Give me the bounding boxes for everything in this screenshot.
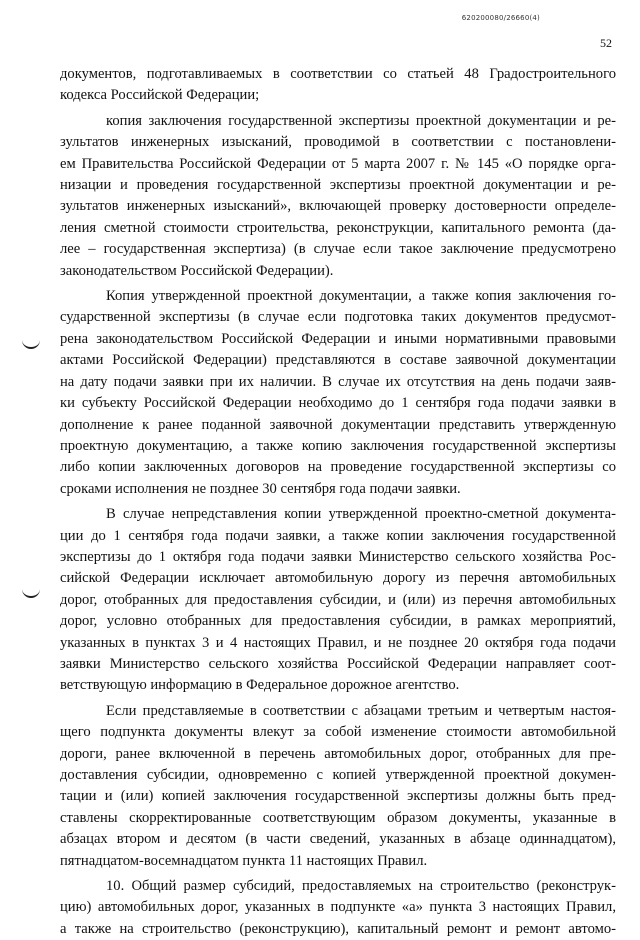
paragraph [60,876,616,940]
text-line: 10. Общий размер субсидий, предоставляемых на строительство (реконструк- [106,878,616,895]
text-line: дорог, условно отобранных для предоставления субсидии, в рамках мероприятий, [60,613,616,630]
paragraph [60,111,616,282]
margin-mark-2 [22,589,40,598]
document-id: 620200080/26660(4) [461,14,540,22]
text-line: рена законодательством Российской Федерации и иными нормативными правовыми [60,330,616,347]
text-line: сроками исполнения не позднее 30 сентября года подачи заявки. [60,480,461,497]
text-line: копия заключения государственной экспертизы проектной документации и ре- [106,112,616,129]
text-line: проектную документацию, а также копию заключения государственной экспертизы [60,437,616,454]
text-line: на дату подачи заявки при их наличии. В случае их отсутствия на день подачи заяв- [60,373,616,390]
text-line: дополнение к ранее поданной заявочной документации представить утвержденную [60,416,616,433]
text-line: лее – государственная экспертиза) (в случае если такое заключение предусмотрено [60,241,616,258]
page-body [60,64,616,940]
paragraph [60,64,616,107]
text-line: сударственной экспертизы (в случае если подготовка таких документов предусмот- [60,309,616,326]
paragraph [60,701,616,872]
text-line: ставлены скорректированные соответствующим образом документы, указанные в [60,809,616,826]
text-line: ции до 1 сентября года подачи заявки, а также копии заключения государственной [60,527,616,544]
text-line: указанных в пунктах 3 и 4 настоящих Правил, и не позднее 20 октября года подачи [60,634,616,651]
text-line: либо копии заключенных договоров на проведение государственной экспертизы со [60,459,616,476]
text-line: абзацах втором и десятом (в части сведений, указанных в абзаце одиннадцатом), [60,831,616,848]
text-line: ки субъекту Российской Федерации необходимо до 1 сентября года подачи заявки в [60,395,616,412]
text-line: дорог, отобранных для предоставления субсидии, и (или) из перечня автомобильных [60,591,616,608]
paragraph [60,286,616,500]
text-line: дороги, ранее включенной в перечень автомобильных дорог, отобранных для пре- [60,745,616,762]
text-line: законодательством Российской Федерации). [60,262,334,279]
text-line: Если представляемые в соответствии с абзацами третьим и четвертым настоя- [106,702,616,719]
text-line: а также на строительство (реконструкцию), капитальный ремонт и ремонт автомо- [60,920,616,937]
text-line: экспертизы до 1 октября года подачи заявки Министерство сельского хозяйства Рос- [60,548,616,565]
text-line: актами Российской Федерации) представляются в составе заявочной документации [60,352,616,369]
margin-mark-1 [22,340,40,349]
page-number: 52 [600,36,612,50]
text-line: низации и проведения государственной экспертизы проектной документации и ре- [60,177,616,194]
text-line: цию) автомобильных дорог, указанных в подпункте «а» пункта 3 настоящих Правил, [60,899,616,916]
text-line: ем Правительства Российской Федерации от 5 марта 2007 г. № 145 «О порядке орга- [60,155,616,172]
text-line: щего подпункта документы влекут за собой изменение стоимости автомобильной [60,724,616,741]
text-line: заявки Министерство сельского хозяйства Российской Федерации направляет соот- [60,655,616,672]
text-line: доставления субсидии, одновременно с копией утвержденной проектной докумен- [60,767,616,783]
text-line: зультатов инженерных изысканий, проводимой в соответствии с постановлени- [60,134,616,151]
text-line: ветствующую информацию в Федеральное дорожное агентство. [60,677,460,694]
text-line: кодекса Российской Федерации; [60,87,260,104]
text-line: зультатов инженерных изысканий», включающей проверку достоверности определе- [60,198,616,215]
text-line: ления сметной стоимости строительства, реконструкции, капитального ремонта (да- [60,219,616,236]
text-line: документов, подготавливаемых в соответствии со статьей 48 Градостроительного [60,66,616,82]
paragraph [60,504,616,697]
text-line: Копия утвержденной проектной документации, а также копия заключения го- [106,288,616,305]
text-line: пятнадцатом-восемнадцатом пункта 11 настоящих Правил. [60,852,428,869]
text-line: В случае непредставления копии утвержденной проектно-сметной документа- [106,506,616,523]
text-line: сийской Федерации исключает автомобильную дорогу из перечня автомобильных [60,570,616,587]
text-line: тации и (или) копией заключения государственной экспертизы должны быть пред- [60,788,616,805]
